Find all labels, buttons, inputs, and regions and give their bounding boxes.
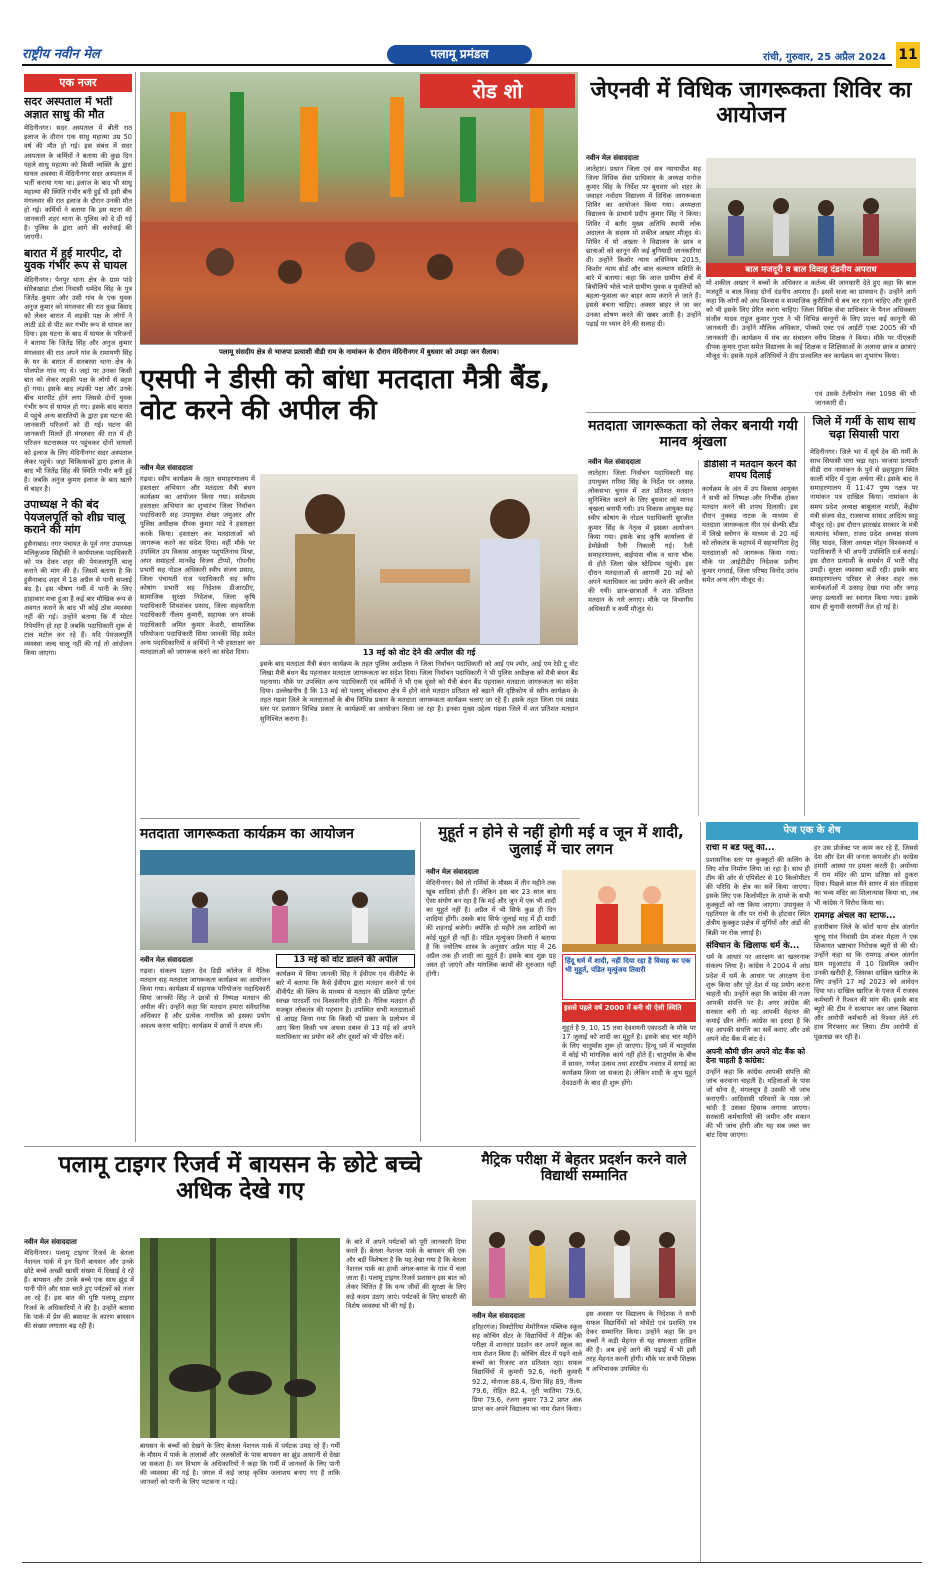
- bison-illustration: [140, 1238, 340, 1438]
- matric-text-col: [472, 1310, 582, 1560]
- jnv-headline: जेएनवी में विधिक जागरूकता शिविर का आयोजन: [590, 78, 912, 129]
- brief1-headline: सदर अस्पताल में भर्ती अज्ञात साधु की मौत: [24, 96, 113, 121]
- tiger-photo: [140, 1238, 340, 1438]
- brief1-body: मेदिनीनगर। सदर अस्पताल में बीती रात इलाज के दौरान एक साधु महात्मा उम्र 50 वर्ष की मौत हो गई। इस संबंध में सदर अस्पताल के कर्मियों ने बताया की कुछ दिन पहले साधु महात्मा को किसी व्यक्ति के द्वारा घायल अवस्था में मेदिनीनगर सदर अस्पताल में भर्ती कराया गया था। इलाज के बाद भी साधु महात्मा की स्थिति गंभीर बनी हुई थी इसी बीच मंगलवार की रात इलाज के दौरान उनकी मौत हो गई। कर्मियों ने बताया कि इस घटना की जानकारी शहर थाना के पुलिस को दे दी गई है। पुलिस के द्वारा आगे की कार्रवाई की जाएगी।: [24, 124, 132, 242]
- masthead-bar: [22, 44, 892, 66]
- brief2-headline: बारात में हुई मारपीट, दो युवक गंभीर रूप से घायल: [24, 246, 127, 273]
- masthead-logo: राष्ट्रीय नवीन मेल: [22, 47, 100, 62]
- shesh-item4-headline: रामगढ़ अंचल का स्टाफ...: [814, 910, 896, 921]
- shesh-item1-headline: रांची में बर्ड फ्लू की...: [706, 844, 775, 853]
- wedding-headline: मुहूर्त न होने से नहीं होगी मई व जून में शादी, जुलाई में चार लगन: [438, 823, 684, 859]
- shesh-item2-body: धर्म के आधार पर आरक्षण का खतरनाक संकल्प लिया है। कांग्रेस ने 2004 में आंध्र प्रदेश में धर्म के आधार पर आरक्षण देना शुरू किया और पूरे देश में यह प्रयोग करना चाहती थी। उन्होंने कहा कि कांग्रेस की नजर आपकी संपत्ति पर है। अगर कांग्रेस की सरकार बनी तो वह आपकी मेहनत की कमाई छीन लेगी। कांग्रेस का इरादा है कि वह आपकी संपत्ति का सर्वे कराए और उसे अपने वोट बैंक में बांट दे।: [706, 953, 810, 1044]
- wedding-overlay2: इससे पहले वर्ष 2000 में बनी थी ऐसी स्थिति: [562, 1002, 696, 1022]
- sp-dc-body2: इसके बाद मतदाता मैत्री बंधन कार्यक्रम के तहत पुलिस अधीक्षक ने जिला निर्वाचन पदाधिकारी को आई एम श्योर, आई एम रेडी टू वोट लिखा मैत्री बंधन बैंड पहनाकर मतदाता जागरूकता का संदेश दिया। जिला निर्वाचन पदाधिकारी ने भी पुलिस अधीक्षक को मैत्री बंधन बैंड पहनाया। मौके पर उपस्थित अन्य पदाधिकारी एवं कर्मियों ने भी एक दूसरे को मैत्री बंधन बैंड पहनाकर मतदाता जागरूकता का संदेश दिया। उल्लेखनीय है कि 13 मई को पलामू लोकसभा क्षेत्र में होने वाले मतदान प्रतिशत को बढ़ाने की दृष्टिकोण से स्वीप कार्यक्रम के तहत गढ़वा जिले के मतदाताओं के बीच विभिन्न प्रकार के मतदाता जागरूकता कार्यक्रम चलाए जा रहे हैं। इसके तहत जिला एवं प्रखंड स्तर पर प्रशासन विभिन्न प्रकार के कार्यक्रमों का आयोजन किया जा रहा है। इनका मुख्य उद्देश्य गढ़वा जिले में शत प्रतिशत मतदान सुनिश्चित कराना है।: [260, 660, 578, 723]
- divider: [140, 818, 580, 819]
- footer-registration-bar: [22, 1562, 922, 1566]
- tiger-body3: के बारे में अपने पर्यटकों को पूरी जानकारी दिया करते हैं। बेतला नेशनल पार्क के बायसन की एक और बड़ी विशेषता है कि यह देखा गया है कि बेतला नेशनल पार्क का हाथी अंगल-बगल के गांव में चला जाता है। पलामू टाइगर रिजर्व प्रशासन इस बात को लेकर चिंतित है कि वन्य जीवों की सुरक्षा के लिए कड़े कदम उठाए जाएं। पर्यटकों के लिए सफारी की विशेष व्यवस्था भी की गई है।: [346, 1238, 466, 1310]
- wedding-byline: नवीन मेल संवाददाता: [426, 868, 479, 876]
- shesh-item3-body: उन्होंने कहा कि कांग्रेस आपकी संपत्ति की जांच करवाना चाहती है। महिलाओं के पास जो सोना है, मंगलसूत्र है उसकी भी जांच कराएगी। आदिवासी परिवारों के पास जो चांदी है उसका हिसाब लगाया जाएगा। सरकारी कर्मचारियों की जमीन और मकान की भी जांच होगी और यह सब जब्त कर बांट दिया जाएगा।: [706, 1067, 810, 1140]
- sp-dc-headline: एसपी ने डीसी को बांधा मतदाता मैत्री बैंड, वोट करने की अपील की: [140, 364, 551, 427]
- dateline: रांची, गुरुवार, 25 अप्रैल 2024: [763, 52, 886, 63]
- shesh-item2-headline: संविधान के खिलाफ धर्म के...: [706, 940, 800, 951]
- jnv-body2: मो शकील अख्तर ने बच्चों के अधिकार व कर्तव्य की जानकारी देते हुए कहा कि बाल मजदूरी व बाल विवाह दोनों दंडनीय अपराध हैं। इसमें सजा का प्रावधान है। उन्होंने आगे कहा कि लोगों को अंध विश्वास व सामाजिक कुरीतियों से बच कर रहना चाहिए और दूसरों को भी इसके लिए प्रेरित करना चाहिए। जिला विधिक सेवा प्राधिकार के पैनल अधिवक्ता संजीव यादव राहुल कुमार गुप्ता ने भी विभिन्न कानूनों के लिए प्रदत्त कई कानूनी की जानकारी दी। उन्होंने मौलिक अधिकार, पोक्सो एक्ट एवं आईटी एक्ट 2005 की भी जानकारी दी। कार्यक्रम में मंच का संचालन वरीय शिक्षक ने किया। मौके पर पीएलवी दीपक कुमार गुप्ता समेत विद्यालय के कई शिक्षक व शिक्षिकाओं के अलावा छात्र व छात्राएं मौजूद थे। इसके पहले अतिथियों ने दीप प्रज्वलित कर कार्यक्रम का शुभारंभ किया।: [706, 279, 916, 360]
- awareness-byline: नवीन मेल संवाददाता: [140, 956, 193, 964]
- brief3-body: हुसैनाबाद। नगर पंचायत के पूर्व नगर उपाध्यक्ष मलिकुजमा सिद्दीकी ने कार्यपालक पदाधिकारी को पत्र देकर शहर की पेयजलापूर्ति चालू कराने की मांग की है। जिसमें बताया है कि हुसैनाबाद शहर में 18 अप्रैल से पानी सप्लाई बंद है। इस भीषण गर्मी में पानी के लिए हाहाकार मचा हुआ है कई बार मौखिक रूप से अवगत कराने के बाद भी कोई ठोस व्यवस्था नहीं की गई। उन्होंने बताया कि मैं मोटर रिपेयरिंग हो रहा है जबकि पदाधिकारी शुरू से टाल मटोल कर रहे हैं। यदि पेयजलपूर्ति व्यवस्था जल्द चालू नहीं की गई तो आंदोलन किया जाएगा।: [24, 539, 132, 658]
- wedding-overlay: [562, 954, 696, 1000]
- awareness-body2: कार्यक्रम में सिया जानकी सिंह ने ईवीएम एवं वीवीपैट के बारे में बताया कि कैसे ईवीएम द्वारा मतदान करने से एवं वीवीपैट की स्लिप के माध्यम से मतदान की प्रक्रिया पूर्णतः स्वच्छ पारदर्शी एवं विश्वसनीय होती है। नैतिक मतदान ही मजबूत लोकतंत्र की पहचान है। उपस्थित सभी मतदाताओं से आग्रह किया गया कि किसी भी प्रकार के प्रलोभन में आए बिना किसी भय अथवा दबाव से 13 मई को अपने मताधिकार का प्रयोग करें और दूसरों को भी प्रेरित करें।: [276, 969, 415, 1042]
- tiger-text-col: [24, 1236, 134, 1556]
- divider: [804, 416, 805, 816]
- awareness-box: [276, 954, 415, 1140]
- divider: [700, 822, 701, 1562]
- shesh-col2: [814, 844, 918, 1562]
- sp-dc-text-col: [140, 462, 255, 814]
- group-photo-illustration: [706, 158, 916, 263]
- shesh-item4-body: हजारीबाग जिले के कोर्रा थाना क्षेत्र अंतर्गत चुरचू गांव निवासी प्रेम शंकर मेहता ने एक शिकायत भ्रष्टाचार निरोधक ब्यूरो से की थी। उन्होंने कहा था कि रामगढ़ अंचल अंतर्गत ग्राम महुआटांड़ में 10 डिसमिल जमीन उनकी खरीदी है, जिसका दाखिल खारिज के लिए उन्होंने 17 मई 2023 को आवेदन दिया था। दाखिल खारिज के एवज में राजस्व कर्मचारी ने रिश्वत की मांग की। इसके बाद ब्यूरो की टीम ने सत्यापन कर जाल बिछाया और आरोपी कर्मचारी को रिश्वत लेते रंगे हाथ गिरफ्तार कर लिया। टीम आरोपी से पूछताछ कर रही है।: [814, 923, 918, 1041]
- road-show-photo: [140, 72, 578, 344]
- divider: [420, 822, 421, 1142]
- shesh-col1: [706, 844, 810, 1562]
- ek-nazar-tag: एक नजर: [24, 74, 132, 92]
- matric-headline: मैट्रिक परीक्षा में बेहतर प्रदर्शन करने वाले विद्यार्थी सम्मानित: [481, 1152, 687, 1185]
- chain-headline: मतदाता जागरूकता को लेकर बनायी गयी मानव श्रृंखला: [588, 418, 798, 451]
- matric-photo: [472, 1200, 696, 1306]
- awareness-photo-caption: 13 मई को वोट डालने की अपील: [276, 954, 415, 968]
- divider: [586, 412, 916, 413]
- sp-dc-byline: नवीन मेल संवाददाता: [140, 464, 193, 472]
- jnv-body: लातेहार। प्रधान जिला एवं सत्र न्यायाधीश सह जिला विधिक सेवा प्राधिकार के अध्यक्ष मनोज कुमार सिंह के निर्देश पर बुधवार को शहर के जवाहर नवोदय विद्यालय में विधिक जागरूकता शिविर का आयोजन किया गया। अध्यक्षता विद्यालय के प्राचार्य प्रदीप कुमार सिंह ने किया। शिविर में बतौर मुख्य अतिथि स्थायी लोक अदालत के सदस्य मो शकील अख्तर मौजूद थे। शिविर में मो अख्तर ने विद्यालय के छात्र व छात्राओं को कानून की कई बुनियादी जानकारियां दी। उन्होंने किशोर न्याय अधिनियम 2015, किशोर न्याय बोर्ड और बाल कल्याण समिति के बारे में बताया। कहा कि आज ग्रामीण क्षेत्रों में बिचौलिये भोले भाले ग्रामीण युवक व युवतियों को बहला-फुसला कर बाहर काम कराने ले जाते हैं। इससे बचना चाहिए। अक्सर बाहर ले जा कर उनका शोषण करते की खबर आती है। उन्होंने पढ़ाई पर ध्यान देने की सलाह दी।: [586, 165, 701, 328]
- sp-dc-photo-caption: 13 मई को वोट देने की अपील की गई: [260, 644, 578, 658]
- chain-body: लातेहार। जिला निर्वाचन पदाधिकारी सह उपायुक्त गरिमा सिंह के निर्देश पर आसन्न लोकसभा चुनाव में शत प्रतिशत मतदान सुनिश्चित कराने के लिए बुधवार को मानव श्रृंखला बनायी गयी। उप विकास आयुक्त सह स्वीप कोषांग के नोडल पदाधिकारी सुरजीत कुमार सिंह के नेतृत्व में इसका आयोजन किया गया। इसके बाद कृषि कार्यालय से डेमोक्रेसी रैली निकाली गई। रैली समाहरणालय, बाईपास चौक व थाना चौक से होते जिला खेल स्टेडियम पहुंची। इस दौरान मतदाताओं से आगामी 20 मई को अपने मताधिकार का प्रयोग करने की अपील की गयी। छात्र-छात्राओं ने शत प्रतिशत मतदान के नारे लगाए। मौके पर विभागीय अधिकारी व कर्मी मौजूद थे।: [588, 469, 693, 614]
- wedding-body2: मुहूर्त है 9, 10, 15 तथा देवशयनी एकादशी के मौके पर 17 जुलाई को शादी का मुहूर्त है। इसके बाद चार महीने के लिए चातुर्मास शुरू हो जाएगा। हिन्दू धर्म में चातुर्मास में कोई भी मांगलिक कार्य नहीं होते हैं। चातुर्मास के बीच में सावन, गणेश उत्सव तथा शारदीय नवरात्र में सगाई का कार्यक्रम किया जा सकता है। लेकिन शादी के शुभ मुहूर्त देवउठनी के बाद ही शुरू होंगे।: [562, 1024, 696, 1087]
- tiger-byline: नवीन मेल संवाददाता: [24, 1238, 77, 1246]
- shesh-col2-body: हर उस प्रोजेक्ट पर काम कर रहे हैं, जिससे देश और देश की जनता कमजोर हो। कांग्रेस हमारी आस्था पर हमला करती है। अयोध्या में राम मंदिर की प्राण प्रतिष्ठा को ठुकरा दिया। पिछले साल मैंने सागर में संत रविदास का भव्य मंदिर का शिलान्यास किया था, तब भी कांग्रेस ने विरोध किया था।: [814, 844, 918, 907]
- jnv-text-col: [586, 152, 701, 388]
- jnv-photo: [706, 158, 916, 263]
- heat-body: मेदिनीनगर। जिले भर में सूर्य देव की गर्मी के साथ सियासी पारा चढ़ा रहा। भाजपा प्रत्याशी वीडी राम नामांकन के पूर्व से छहमुहान स्थित काली मंदिर में पूजा अर्चना की। इसके बाद वे समाहरणालय में 11:47 पुष्य नक्षत्र पर नामांकन पत्र दाखिल किया। नामांकन के समय प्रदेश अध्यक्ष बाबूलाल मरांडी, केंद्रीय मंत्री संजय सेठ, राजसभा सांसद आदित्य साहू मौजूद रहे। इस दौरान झारखंड सरकार के मंत्री सत्यानंद भोक्ता, राजद प्रदेश अध्यक्ष संजय सिंह यादव, जिला अध्यक्ष मोहन विश्वकर्मा व पदाधिकारी ने भी अपनी उपस्थिति दर्ज कराई। इस दौरान प्रत्याशी के समर्थन में भारी भीड़ उमड़ी। सुरक्षा व्यवस्था कड़ी रही। इसके बाद समाहरणालय परिसर से लेकर शहर तक कार्यकर्ताओं में उत्साह देखा गया और जगह जगह प्रत्याशी का स्वागत किया गया। इसके साथ ही चुनावी सरगर्मी तेज हो गई है।: [810, 448, 918, 611]
- brief3-headline: उपाध्यक्ष ने की बंद पेयजलपूर्ति को शीघ्र चालू कराने की मांग: [24, 498, 125, 537]
- wedding-body: मेदिनीनगर। वैसे तो गर्मियों के मौसम में तीन महीने तक खूब शादियां होती हैं। लेकिन इस बार 23 साल बाद ऐसा संयोग बन रहा है कि मई और जून में एक भी शादी का मुहूर्त नहीं है। अप्रैल में भी सिर्फ कुछ ही दिन शादियां होंगी। उसके बाद सिर्फ जुलाई माह में ही शादी की शहनाई बजेगी। क्योंकि दो महीने तक शादियों का कोई मुहूर्त ही नहीं है। पंडित मृत्युंजय तिवारी ने बताया है कि ज्योतिष शास्त्र के अनुसार अप्रैल माह में 26 अप्रैल तक ही शादी का मुहूर्त है। इसके बाद शुक्र ग्रह अस्त हो जाएंगे और मांगलिक कार्यों की शुरुआत नहीं होगी।: [426, 879, 556, 978]
- divider: [24, 1146, 696, 1147]
- matric-body2: इस अवसर पर विद्यालय के निदेशक ने सभी सफल विद्यार्थियों को मोमेंटो एवं प्रशस्ति पत्र देकर सम्मानित किया। उन्होंने कहा कि इन बच्चों ने कड़ी मेहनत से यह सफलता हासिल की है। अब इन्हें आगे की पढ़ाई में भी इसी तरह मेहनत करनी होगी। मौके पर सभी शिक्षक व अभिभावक उपस्थित थे।: [586, 1310, 696, 1373]
- chain-byline: नवीन मेल संवाददाता: [588, 458, 641, 466]
- matric-byline: नवीन मेल संवाददाता: [472, 1312, 525, 1320]
- chain-sub-box: [698, 460, 798, 816]
- tiger-body2: बायसन के बच्चों को देखने के लिए बेतला नेशनल पार्क में पर्यटक उमड़ रहे हैं। गर्मी के मौसम में पार्क के तालाबों और जलस्रोतों के पास बायसन का झुंड आसानी से देखा जा सकता है। वन विभाग के अधिकारियों ने कहा कि गर्मी में जानवरों के लिए पानी की व्यवस्था की गई है। जंगल में कई जगह कृत्रिम जलाशय बनाए गए हैं ताकि जानवरों को पानी के लिए भटकना न पड़े।: [140, 1442, 340, 1487]
- tiger-headline: पलामू टाइगर रिजर्व में बायसन के छोटे बच्चे अधिक देखे गए: [58, 1152, 422, 1205]
- shesh-item3-headline: अपनी कौमी छीन अपने वोट बैंक को देना चाहती है कांग्रेस:: [706, 1047, 806, 1065]
- jnv-byline: नवीन मेल संवाददाता: [586, 154, 639, 162]
- sp-dc-photo: [260, 474, 578, 644]
- heat-headline: जिले में गर्मी के साथ साथ चढ़ा सियासी पारा: [812, 415, 916, 441]
- road-show-tag: रोड शो: [420, 74, 575, 108]
- road-show-caption: पलामू संसदीय क्षेत्र से भाजपा प्रत्याशी वीडी राम के नामांकन के दौरान मेदिनीनगर में बुधवार को उमड़ा जन सैलाब।: [140, 344, 578, 358]
- band-tying-illustration: [260, 474, 578, 644]
- students-illustration: [472, 1200, 696, 1306]
- tiger-body: मेदिनीनगर। पलामू टाइगर रिजर्व के बेतला नेशनल पार्क में इन दिनों बायसन और उनके छोटे बच्चे अच्छी खासी संख्या में दिखाई दे रहे हैं। बायसन और उनके बच्चे एक साथ झुंड में पानी पीने और घास चरते हुए पर्यटकों को नजर आ रहे हैं। इस बात की पुष्टि पलामू टाइगर रिजर्व के अधिकारियों ने की है। उन्होंने बताया कि पार्क में प्रेम की बसावट के कारण बायसन की संख्या लगातार बढ़ रही है।: [24, 1249, 134, 1330]
- chain-text-col: [588, 456, 693, 816]
- awareness-headline: मतदाता जागरूकता कार्यक्रम का आयोजन: [140, 826, 354, 842]
- wedding-overlay-text: हिंदू धर्म में शादी, नहीं दिया रहा है विवाह का एक भी मुहूर्त, पंडित मृत्युंजय तिवारी: [565, 957, 691, 975]
- page-number: 11: [896, 42, 920, 68]
- sp-dc-body: गढ़वा। स्वीप कार्यक्रम के तहत समाहरणालय में हस्ताक्षर अभियान और मतदाता मैत्री बंधन कार्यक्रम का आयोजन किया गया। सर्वप्रथम हस्ताक्षर अभियान का शुभारंभ जिला निर्वाचन पदाधिकारी सह उपायुक्त शेखर जमुआर और पुलिस अधीक्षक दीपक कुमार पांडे ने हस्ताक्षर करके किया। हस्ताक्षर कर मतदाताओं को जागरूक करने का संदेश दिया। वहीं मौके पर उपस्थित उप विकास आयुक्त पशुपतिनाथ मिश्रा, अपर समाहर्ता मानवेंद्र विजय टोप्पो, गोपनीय प्रभारी सह नोडल अधिकारी स्वीप संजय प्रसाद, जिला पंचायती राज पदाधिकारी सह स्वीप कोषांग प्रभारी सह निदेशक डीआरडीए, सामाजिक सुरक्षा निदेशक, जिला कृषि पदाधिकारी शिवशंकर प्रसाद, जिला सहकारिता पदाधिकारी नीलम कुमारी, सहायक जन संपर्क पदाधिकारी अमित कुमार केशरी, सामाजिक परियोजना पदाधिकारी सिया जानकी सिंह समेत अन्य पदाधिकारियों व कर्मियों ने भी हस्ताक्षर कर मतदाताओं को जागरूक करने का संदेश दिया।: [140, 475, 255, 656]
- chain-sub-body: कार्यक्रम के अंत में उप विकास आयुक्त ने सभी को निष्पक्ष और निर्भीक होकर मतदान करने की शपथ दिलायी। इस दौरान नुक्कड़ नाटक के माध्यम से मतदाता जागरूकता गीत एवं सेल्फी स्टैंड में लिखे स्लोगन के माध्यम से 20 मई को लोकतंत्र के महापर्व में सहभागिता हेतु मतदाताओं को जागरूक किया गया। मौके पर आईटीडीए निदेशक प्रवीण कुमार गगराई, जिला परिषद विनोद उरांव समेत अन्य लोग मौजूद थे।: [702, 484, 798, 584]
- awareness-photo: [140, 850, 415, 950]
- divider: [135, 72, 136, 1142]
- crowd-illustration: [140, 72, 578, 344]
- awareness-body: गढ़वा। संकल्प प्रज्ञान देव डिग्री कॉलेज में नैतिक मतदान सह मतदाता जागरूकता कार्यक्रम का आयोजन किया गया। कार्यक्रम में सहायक परियोजना पदाधिकारी सिया जानकी सिंह ने छात्रों से निष्पक्ष मतदान की अपील की। उन्होंने कहा कि मतदान हमारा संवैधानिक अधिकार है और प्रत्येक नागरिक को इसका प्रयोग अवश्य करना चाहिए। कार्यक्रम में छात्रों ने शपथ ली।: [140, 967, 270, 1030]
- section-title: पलामू प्रमंडल: [387, 45, 532, 64]
- wedding-text-col: [426, 866, 556, 1052]
- shesh-tag: पेज एक के शेष: [706, 822, 918, 840]
- wedding-photo: [562, 870, 696, 952]
- seminar-illustration: [140, 850, 415, 950]
- chain-sub-headline: डीडीसी ने मतदान करने की शपथ दिलाई: [703, 460, 797, 481]
- jnv-photo-caption: बाल मजदूरी व बाल विवाह दंडनीय अपराध: [706, 263, 916, 277]
- wedding-couple-illustration: [562, 870, 696, 952]
- awareness-text-col: [140, 954, 270, 1140]
- matric-body: हरिहरगंज। विक्टोरिया मेमोरियल पब्लिक स्कूल सह कोचिंग सेंटर के विद्यार्थियों ने मैट्रिक की परीक्षा में शानदार प्रदर्शन कर अपने स्कूल का नाम रोशन किया है। कोचिंग सेंटर में पढ़ने वाले बच्चों का रिजल्ट शत प्रतिशत रहा। सफल विद्यार्थियों में कुमारी 92.6, नंदनी कुमारी 92.2, मोनाजा 88.4, प्रिया सिंह 89, नीलम 79.6, रोहित 82.4, नूरी फातिमा 79.6, प्रिया 79.6, रंजना कुमार 73.2 प्राप्त अंक प्राप्त कर अपने विद्यालय का नाम रोशन किया।: [472, 1323, 582, 1413]
- left-column: [24, 96, 132, 1136]
- brief2-body: मेदिनीनगर। पेनपुर थाना क्षेत्र के ग्राम पांडे सोरेबखाडा टोला निवासी धर्मदेव सिंह के पुत्र जितेंद्र कुमार और उसी गांव के एक युवक अनुज कुमार को मंगलवार की रात कुछ बिवाद को लेकर बारात में लड़की पक्ष के लोगों ने लाठी डंडे से पीट कर गंभीर रूप से घायल कर दिया। इस घटना के बाद में घायल के परिजनों ने बताया कि जितेंद्र सिंह और अनुज कुमार मंगलवार की रात अपने गांव के रामायणी सिंह के घर के बारात में सतबरवा थाना क्षेत्र के पोलपोल गांव गए थे। जहां पर उनका किसी बात को लेकर लड़की पक्ष के लोगों से बहस हो गया। इसके बाद लड़की पक्ष और उनके बीच मारपीट होने लगा जिससे दोनों युवक गंभीर रूप से घायल हो गए। इसके बाद बारात में पहुंचे अन्य बारातियों के द्वारा इस घटना की जानकारी परिजनों को दी गई। घटना की जानकारी मिलते ही मंगलवार की रात में ही परिजन घटनास्थल पर पहुंचकर दोनों घायलों को इलाज के लिए मेदिनीनगर सदर अस्पताल लेकर पहुंचे। जहां चिकित्सकों द्वारा इलाज के बाद भी जितेंद्र सिंह की स्थिति गंभीर बनी हुई है। जबकि अनुज कुमार इलाज के बाद खतरे से बाहर है।: [24, 275, 132, 493]
- jnv-body3: एवं उसके टेलीफोन नंबर 1098 की भी जानकारी दी।: [815, 390, 916, 408]
- shesh-item1-body: प्रशासनिक स्तर पर कुक्कुटों की कलिंग के लिए शोध निर्माण लिया जा रहा है। साथ ही टीम की ओर से एपिसेंटर से 10 किलोमीटर की परिधि के क्षेत्र का सर्वे किया जाएगा। इसके लिए एक किलोमीटर के दायरे के सभी कुक्कुटों को नष्ट किया जाएगा। उपायुक्त ने एहतियात के तौर पर रांची के होटवार स्थित क्षेत्रीय कुक्कुट प्रक्षेत्र में मुर्गियों और अंडों की बिक्री पर रोक लगाई है।: [706, 855, 810, 937]
